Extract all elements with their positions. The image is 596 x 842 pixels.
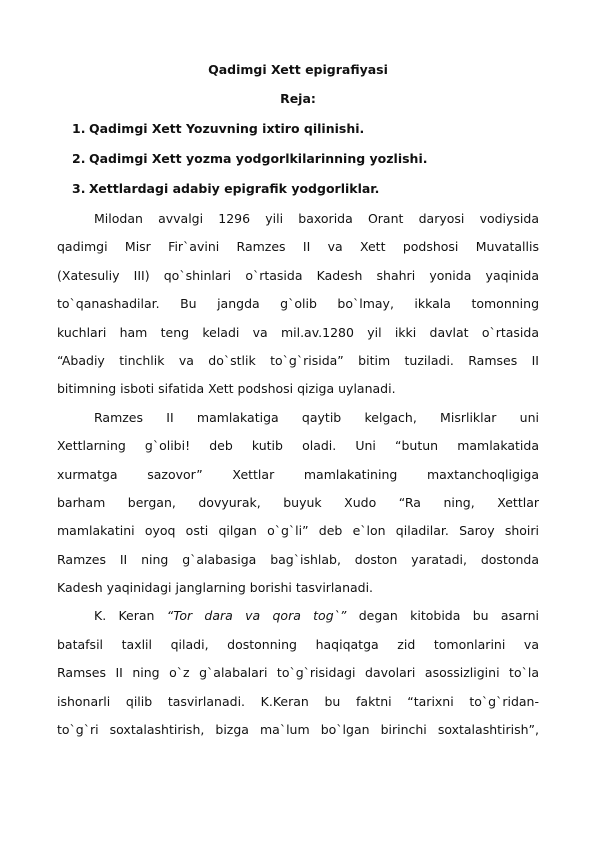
text-line: (Xatesuliy III) qo`shinlari o`rtasida Kadesh shahri yonida yaqinida <box>57 267 539 283</box>
plan-item <box>72 119 427 149</box>
book-title: “Tor dara va qora tog`” <box>166 608 347 624</box>
text-line: bitimning isboti sifatida Xett podshosi qiziga uylanadi. <box>57 381 396 397</box>
plan-item-text: Xettlardagi adabiy epigrafik yodgorliklar. <box>89 181 380 196</box>
author-name: K. Keran <box>94 608 155 624</box>
text-line <box>57 602 539 630</box>
text-line: kuchlari ham teng keladi va mil.av.1280 yil ikki davlat o`rtasida <box>57 324 539 340</box>
plan-item-text: Qadimgi Xett Yozuvning ixtiro qilinishi. <box>89 121 365 136</box>
document-title: Qadimgi Xett epigrafiyasi <box>208 62 388 77</box>
plan-item-text: Qadimgi Xett yozma yodgorlkilarinning yozlishi. <box>89 151 428 166</box>
plan-list <box>72 119 427 209</box>
text-line: ishonarli qilib tasvirlanadi. K.Keran bu faktni “tarixni to`g`ridan- <box>57 693 539 709</box>
plan-item-number: 3. <box>72 181 86 196</box>
text-line: to`qanashadilar. Bu jangda g`olib bo`lmay, ikkala tomonning <box>57 296 539 312</box>
text-line: Milodan avvalgi 1296 yili baxorida Orant daryosi vodiysida <box>94 211 539 226</box>
text-line: Ramses II ning o`z g`alabalari to`g`risidagi davolari asossizligini to`la <box>57 665 539 681</box>
plan-heading: Reja: <box>280 91 316 106</box>
plan-item-number: 1. <box>72 121 86 136</box>
text-line: Ramzes II mamlakatiga qaytib kelgach, Misrliklar uni <box>94 409 539 425</box>
text-line: Kadesh yaqinidagi janglarning borishi tasvirlanadi. <box>57 580 374 596</box>
text-line: xurmatga sazovor” Xettlar mamlakatining maxtanchoqligiga <box>57 466 539 482</box>
text-line: to`g`ri soxtalashtirish, bizga ma`lum bo`lgan birinchi soxtalashtirish”, <box>57 722 539 738</box>
text-line: Xettlarning g`olibi! deb kutib oladi. Uni “butun mamlakatida <box>57 438 539 454</box>
text-line: qadimgi Misr Fir`avini Ramzes II va Xett podshosi Muvatallis <box>57 239 539 255</box>
text-line: barham bergan, dovyurak, buyuk Xudo “Ra ning, Xettlar <box>57 494 539 510</box>
text-line: batafsil taxlil qiladi, dostonning haqiqatga zid tomonlarini va <box>57 636 539 652</box>
text-line: “Abadiy tinchlik va do`stlik to`g`risida” bitim tuziladi. Ramses II <box>57 352 539 368</box>
text-line: Ramzes II ning g`alabasiga bag`ishlab, doston yaratadi, dostonda <box>57 551 539 567</box>
plan-item <box>72 149 427 179</box>
body-text <box>57 205 539 744</box>
text-line: mamlakatini oyoq osti qilgan o`g`li” deb e`lon qiladilar. Saroy shoiri <box>57 523 539 539</box>
text-fragment: degan kitobida bu asarni <box>358 608 539 624</box>
plan-item-number: 2. <box>72 151 86 166</box>
